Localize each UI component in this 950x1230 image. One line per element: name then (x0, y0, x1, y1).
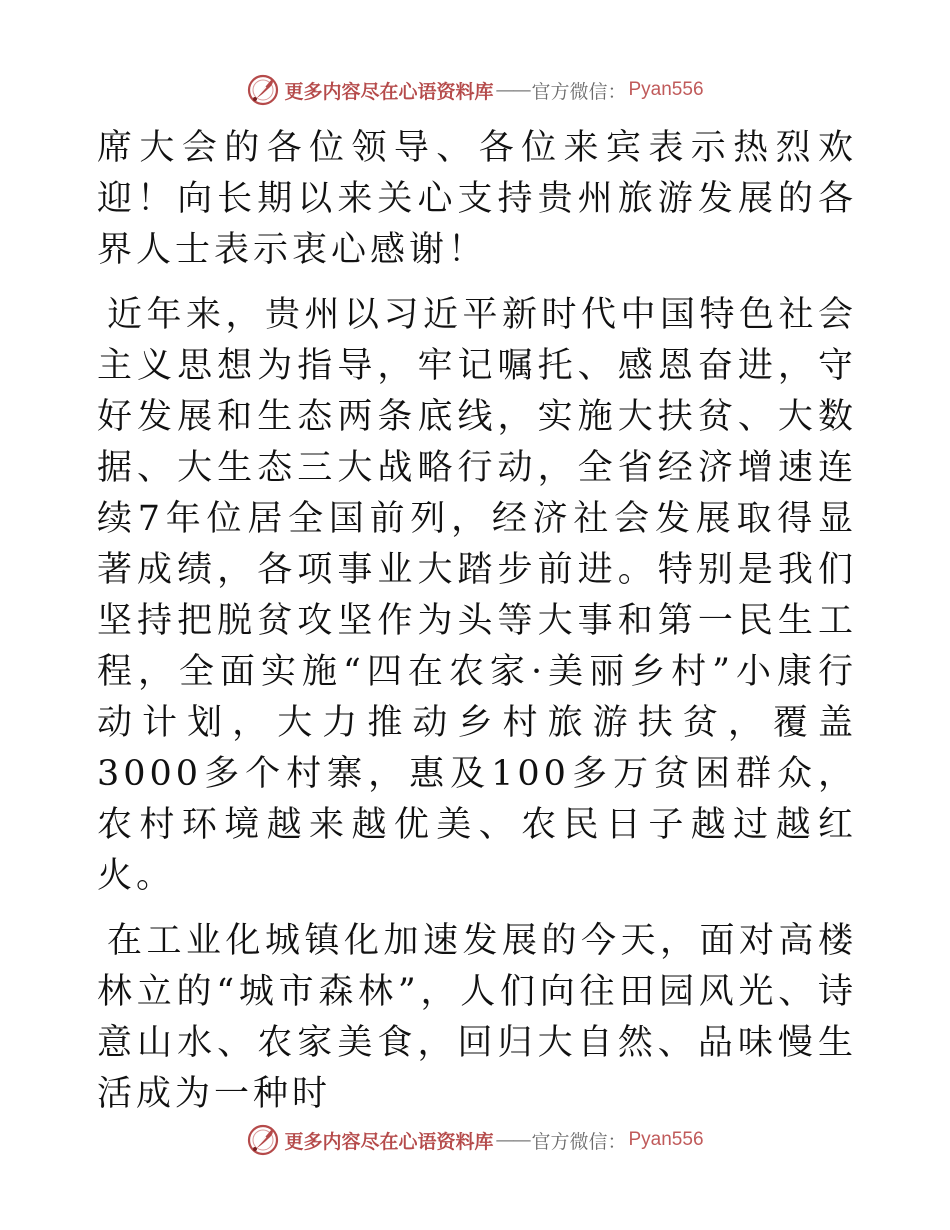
banner-account-id: Pyan556 (628, 1129, 704, 1150)
paragraph-urbanization: 在工业化城镇化加速发展的今天，面对高楼林立的“城市森林”，人们向往田园风光、诗意山水、农家美食，回归大自然、品味慢生活成为一种时 (97, 921, 857, 1114)
feather-pen-logo-icon (246, 1123, 280, 1157)
footer-banner (0, 1120, 950, 1160)
banner-dash: —— (495, 1129, 530, 1151)
feather-pen-logo-icon (246, 73, 280, 107)
paragraph-recent-years: 近年来，贵州以习近平新时代中国特色社会主义思想为指导，牢记嘱托、感恩奋进，守好发展和生态两条底线，实施大扶贫、大数据、大生态三大战略行动，全省经济增速连续7年位居全国前列，经济社会发展取得显著成绩，各项事业大踏步前进。特别是我们坚持把脱贫攻坚作为头等大事和第一民生工程，全面实施“四在农家·美丽乡村”小康行动计划，大力推动乡村旅游扶贫，覆盖3000多个村寨，惠及100多万贫困群众，农村环境越来越优美、农民日子越过越红火。 (97, 295, 857, 896)
banner-account-label: 官方微信： (531, 80, 627, 103)
banner-text: 更多内容尽在心语资料库 (284, 80, 494, 103)
banner-account-label: 官方微信： (531, 1130, 627, 1153)
banner-dash: —— (495, 79, 530, 101)
header-banner (0, 70, 950, 110)
banner-account-id: Pyan556 (628, 79, 704, 100)
banner-text: 更多内容尽在心语资料库 (284, 1130, 494, 1153)
document-body (97, 123, 857, 1120)
paragraph-welcome: 席大会的各位领导、各位来宾表示热烈欢迎！向长期以来关心支持贵州旅游发展的各界人士表示衷心感谢！ (97, 128, 857, 270)
